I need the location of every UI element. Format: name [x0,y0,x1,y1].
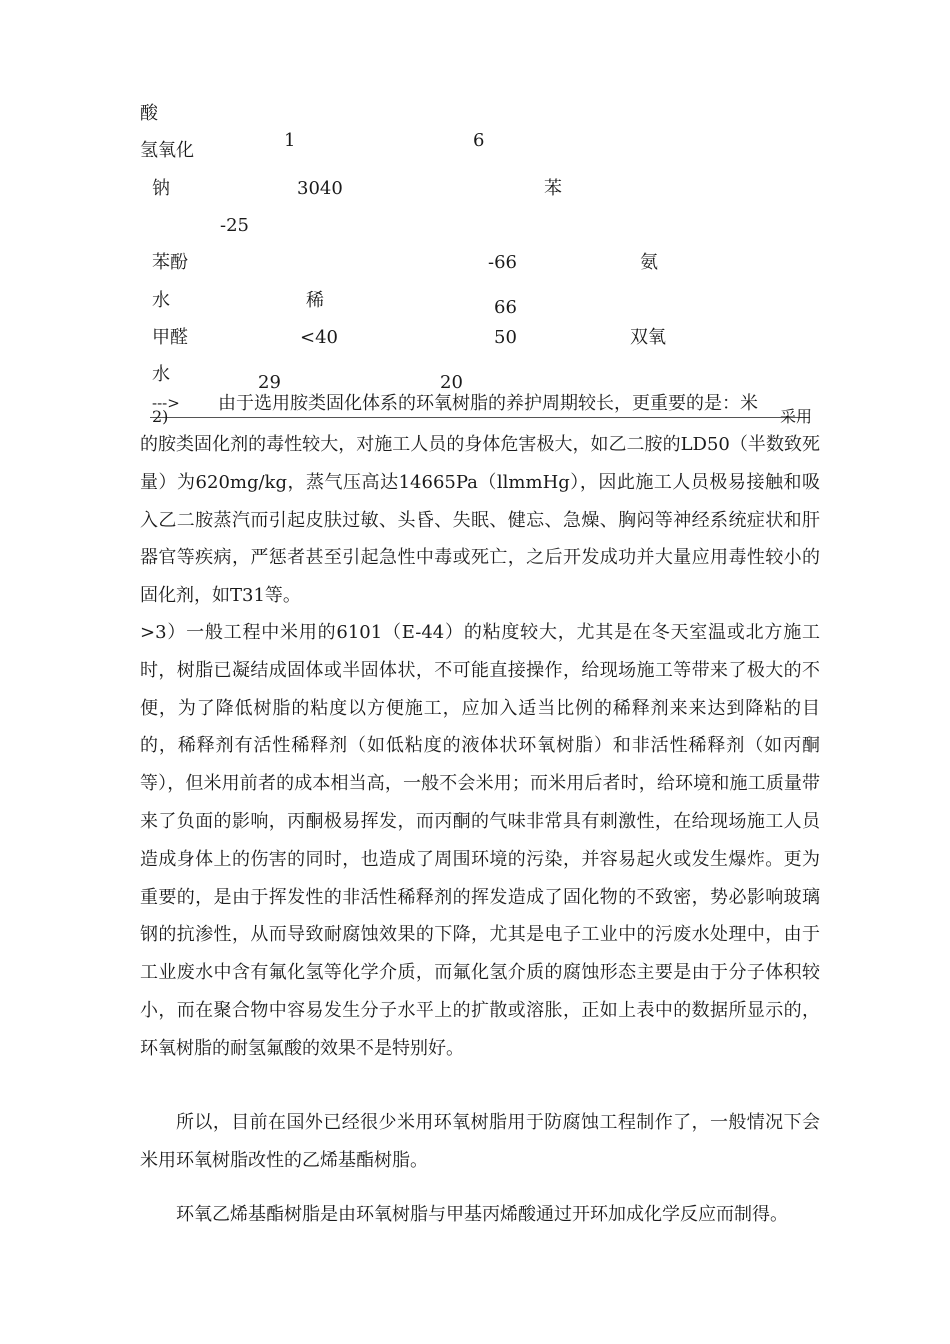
table-cell-20: 20 [440,372,463,393]
table-cell-66: 66 [494,297,517,318]
table-cell-jiaquan: 甲醛 [152,327,188,348]
table-cell-29: 29 [258,372,281,393]
table-cell-minus66: -66 [488,252,517,273]
table-cell-50: 50 [494,327,517,348]
table-bottom-rule [150,417,810,418]
arrow-marker: ---> [152,394,180,412]
clipped-char: 采用 [780,407,813,426]
paragraph-conclusion: 所以，目前在国外已经很少米用环氧树脂用于防腐蚀工程制作了，一般情况下会米用环氧树脂改性的乙烯基酯树脂。 [140,1112,820,1171]
table-cell-lt40: <40 [300,327,338,348]
paragraph-viscosity: >3）一般工程中米用的6101（E-44）的粘度较大，尤其是在冬天室温或北方施工时，树脂已凝结成固体或半固体状，不可能直接操作，给现场施工等带来了极大的不便，为了降低树脂的粘度以方便施工，应加入适当比例的稀释剂来来达到降粘的目的，稀释剂有活性稀释剂（如低粘度的液体状环氧树脂）和非活性稀释剂（如丙酮等），但米用前者的成本相当高，一般不会米用；而米用后者时，给环境和施工质量带来了负面的影响，丙酮极易挥发，而丙酮的气味非常具有刺激性，在给现场施工人员造成身体上的伤害的同时，也造成了周围环境的污染，并容易起火或发生爆炸。更为重要的，是由于挥发性的非活性稀释剂的挥发造成了固化物的不致密，势必影响玻璃钢的抗渗性，从而导致耐腐蚀效果的下降，尤其是电子工业中的污废水处理中，由于工业废水中含有氟化氢等化学介质，而氟化氢介质的腐蚀形态主要是由于分子体积较小，而在聚合物中容易发生分子水平上的扩散或溶胀，正如上表中的数据所显示的，环氧树脂的耐氢氟酸的效果不是特别好。 [140,622,820,1059]
intro-line: 由于选用胺类固化体系的环氧树脂的养护周期较长，更重要的是：米 [218,393,758,414]
table-cell-shui-2: 水 [152,364,170,385]
table-cell-shui-1: 水 [152,290,170,311]
table-cell-xi: 稀 [306,290,324,311]
paragraph-amine-toxicity: 的胺类固化剂的毒性较大，对施工人员的身体危害极大，如乙二胺的LD50（半数致死量）为620mg/kg，蒸气压高达14665Pa（llmmHg），因此施工人员极易接触和吸入乙二胺蒸汽而引起皮肤过敏、头昏、失眠、健忘、急燥、胸闷等神经系统症状和肝器官等疾病，严惩者甚至引起急性中毒或死亡，之后开发成功并大量应用毒性较小的固化剂，如T31等。 [140,434,820,607]
table-cell-benfen: 苯酚 [152,252,188,273]
table-cell-clipped-6: 6 [473,130,485,151]
table-cell-ben: 苯 [544,178,562,199]
table-cell-clipped-1: 1 [284,130,296,151]
paragraph-vinyl-ester: 环氧乙烯基酯树脂是由环氧树脂与甲基丙烯酸通过开环加成化学反应而制得。 [176,1204,788,1225]
table-cell-qingyanghua: 氢氧化 [140,140,194,161]
table-cell-shuangyang: 双氧 [630,327,666,348]
table-cell-3040: 3040 [297,178,343,199]
table-cell-suan: 酸 [140,103,158,124]
table-cell-na: 钠 [152,178,170,199]
table-cell-minus25: -25 [220,215,249,236]
list-marker-clipped: 2) [152,407,169,426]
table-cell-an: 氨 [640,252,658,273]
